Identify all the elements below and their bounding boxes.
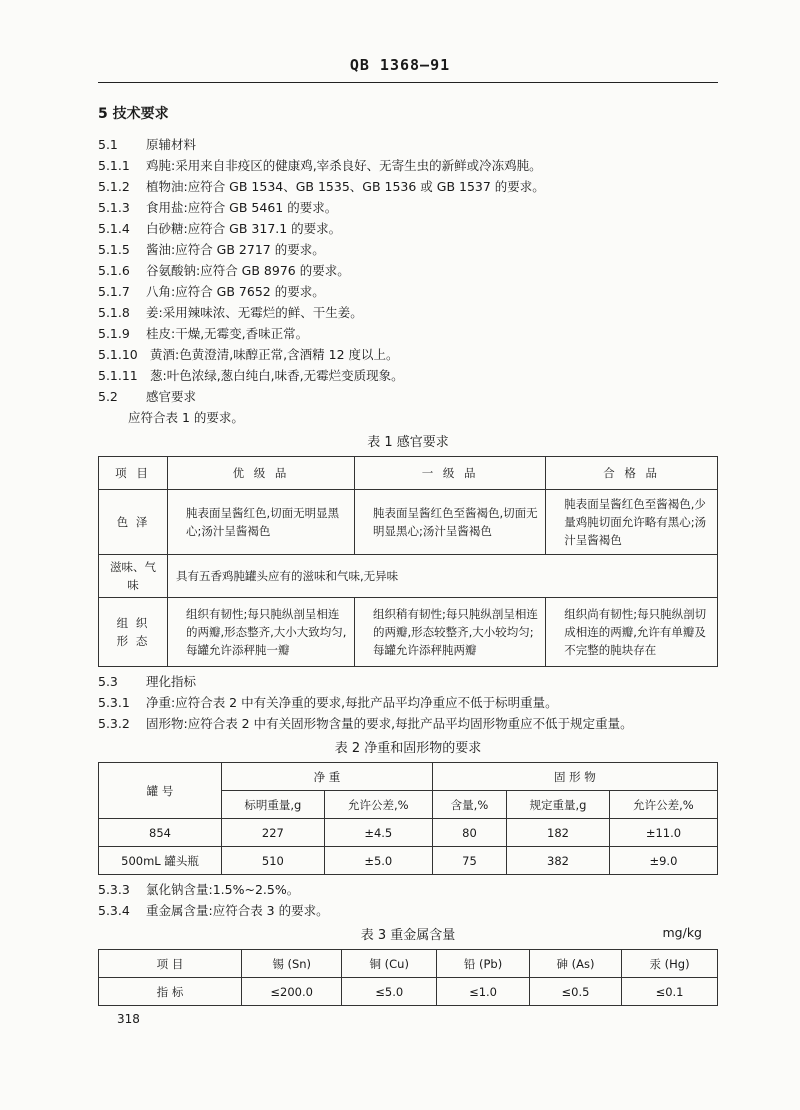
row-label-line: 形 态 bbox=[116, 634, 150, 648]
numbered-clause bbox=[98, 239, 718, 260]
numbered-clause bbox=[98, 879, 718, 900]
clause-number: 5.1.3 bbox=[98, 200, 130, 215]
table-header-cell: 固 形 物 bbox=[432, 763, 717, 791]
table-header-cell: 罐 号 bbox=[99, 763, 222, 819]
physchem-list bbox=[98, 692, 718, 734]
table-cell: 组织稍有韧性;每只肫纵剖呈相连的两瓣,形态较整齐,大小较均匀;每罐允许添秤肫两瓣 bbox=[354, 598, 545, 667]
table-header-cell: 铅 (Pb) bbox=[437, 950, 530, 978]
table-header-cell: 净 重 bbox=[222, 763, 433, 791]
numbered-clause bbox=[98, 176, 718, 197]
table-row bbox=[99, 555, 718, 598]
table-cell: 80 bbox=[432, 819, 506, 847]
table-cell: 510 bbox=[222, 847, 325, 875]
table-cell-merged: 具有五香鸡肫罐头应有的滋味和气味,无异味 bbox=[168, 555, 718, 598]
table-row bbox=[99, 490, 718, 555]
numbered-clause bbox=[98, 218, 718, 239]
table-cell: 227 bbox=[222, 819, 325, 847]
table-cell: 肫表面呈酱红色至酱褐色,少量鸡肫切面允许略有黑心;汤汁呈酱褐色 bbox=[546, 490, 718, 555]
table-header-cell: 标明重量,g bbox=[222, 791, 325, 819]
clause-number: 5.1.11 bbox=[98, 368, 138, 383]
clause-number: 5.3.2 bbox=[98, 716, 130, 731]
table-header-cell: 优 级 品 bbox=[168, 457, 355, 490]
clause-text: 食用盐:应符合 GB 5461 的要求。 bbox=[146, 200, 338, 215]
header-rule bbox=[98, 82, 718, 83]
table-cell: 75 bbox=[432, 847, 506, 875]
clause-number: 5.1.9 bbox=[98, 326, 130, 341]
row-label: 滋味、气味 bbox=[99, 555, 168, 598]
table-cell: ±9.0 bbox=[609, 847, 717, 875]
numbered-clause bbox=[98, 900, 718, 921]
table-cell: ≤0.1 bbox=[622, 978, 718, 1006]
table2-caption: 表 2 净重和固形物的要求 bbox=[334, 741, 482, 756]
clause-text: 净重:应符合表 2 中有关净重的要求,每批产品平均净重应不低于标明重量。 bbox=[146, 695, 558, 710]
numbered-clause bbox=[98, 260, 718, 281]
table-cell: ±4.5 bbox=[324, 819, 432, 847]
clause-text: 白砂糖:应符合 GB 317.1 的要求。 bbox=[146, 221, 342, 236]
section-5-2-heading bbox=[98, 386, 718, 407]
clause-text: 谷氨酸钠:应符合 GB 8976 的要求。 bbox=[146, 263, 350, 278]
clause-number: 5.1.6 bbox=[98, 263, 130, 278]
table-cell: 组织尚有韧性;每只肫纵剖切成相连的两瓣,允许有单瓣及不完整的肫块存在 bbox=[546, 598, 718, 667]
section-number: 5.1 bbox=[98, 137, 118, 152]
clause-text: 姜:采用辣味浓、无霉烂的鲜、干生姜。 bbox=[146, 305, 363, 320]
numbered-clause bbox=[98, 692, 718, 713]
page-number: 318 bbox=[117, 1012, 140, 1026]
table-row bbox=[99, 847, 718, 875]
clause-text: 固形物:应符合表 2 中有关固形物含量的要求,每批产品平均固形物重应不低于规定重量。 bbox=[146, 716, 633, 731]
clause-number: 5.1.4 bbox=[98, 221, 130, 236]
clause-text: 鸡肫:采用来自非疫区的健康鸡,宰杀良好、无寄生虫的新鲜或冷冻鸡肫。 bbox=[146, 158, 542, 173]
table-cell: ±11.0 bbox=[609, 819, 717, 847]
table-cell: 肫表面呈酱红色至酱褐色,切面无明显黑心;汤汁呈酱褐色 bbox=[354, 490, 545, 555]
table-cell: 854 bbox=[99, 819, 222, 847]
table3-heavy-metals bbox=[98, 949, 718, 1006]
table-header-cell: 一 级 品 bbox=[354, 457, 545, 490]
table-header-cell: 允许公差,% bbox=[324, 791, 432, 819]
clause-text: 八角:应符合 GB 7652 的要求。 bbox=[146, 284, 325, 299]
table2-net-weight bbox=[98, 762, 718, 875]
table3-caption-row bbox=[98, 925, 718, 947]
section-title: 感官要求 bbox=[146, 389, 197, 404]
table-header-row bbox=[99, 763, 718, 791]
table-header-cell: 铜 (Cu) bbox=[342, 950, 437, 978]
table-header-cell: 允许公差,% bbox=[609, 791, 717, 819]
document-body bbox=[98, 102, 718, 1006]
table-cell: 指 标 bbox=[99, 978, 242, 1006]
table1-caption: 表 1 感官要求 bbox=[367, 435, 449, 450]
more-list bbox=[98, 879, 718, 921]
numbered-clause bbox=[98, 302, 718, 323]
clause-number: 5.3.1 bbox=[98, 695, 130, 710]
table-header-cell: 项 目 bbox=[99, 457, 168, 490]
table-cell: ≤1.0 bbox=[437, 978, 530, 1006]
clause-number: 5.3.3 bbox=[98, 882, 130, 897]
table-header-cell: 合 格 品 bbox=[546, 457, 718, 490]
table-cell: 肫表面呈酱红色,切面无明显黑心;汤汁呈酱褐色 bbox=[168, 490, 355, 555]
clause-number: 5.1.5 bbox=[98, 242, 130, 257]
materials-list bbox=[98, 155, 718, 386]
table1-sensory bbox=[98, 456, 718, 667]
table-header-cell: 项 目 bbox=[99, 950, 242, 978]
section-5-2-body: 应符合表 1 的要求。 bbox=[128, 410, 244, 425]
table-header-cell: 砷 (As) bbox=[529, 950, 621, 978]
table-header-row bbox=[99, 457, 718, 490]
clause-text: 重金属含量:应符合表 3 的要求。 bbox=[146, 903, 329, 918]
numbered-clause bbox=[98, 344, 718, 365]
table-header-cell: 锡 (Sn) bbox=[242, 950, 342, 978]
numbered-clause bbox=[98, 713, 718, 734]
row-label-line: 组 织 bbox=[116, 616, 150, 630]
numbered-clause bbox=[98, 365, 718, 386]
section-number: 5.2 bbox=[98, 389, 118, 404]
row-label: 色 泽 bbox=[99, 490, 168, 555]
clause-number: 5.1.10 bbox=[98, 347, 138, 362]
table-row bbox=[99, 978, 718, 1006]
table-cell: ≤0.5 bbox=[529, 978, 621, 1006]
section-5-1-heading bbox=[98, 134, 718, 155]
clause-text: 桂皮:干燥,无霉变,香味正常。 bbox=[146, 326, 309, 341]
table-row bbox=[99, 598, 718, 667]
section-title: 理化指标 bbox=[146, 674, 197, 689]
row-label bbox=[99, 598, 168, 667]
clause-number: 5.1.7 bbox=[98, 284, 130, 299]
section-title: 原辅材料 bbox=[146, 137, 197, 152]
table-header-cell: 汞 (Hg) bbox=[622, 950, 718, 978]
table-cell: ≤5.0 bbox=[342, 978, 437, 1006]
section-number: 5.3 bbox=[98, 674, 118, 689]
clause-text: 葱:叶色浓绿,葱白纯白,味香,无霉烂变质现象。 bbox=[150, 368, 404, 383]
table-cell: ±5.0 bbox=[324, 847, 432, 875]
table-header-row bbox=[99, 950, 718, 978]
clause-number: 5.1.1 bbox=[98, 158, 130, 173]
clause-text: 氯化钠含量:1.5%~2.5%。 bbox=[146, 882, 300, 897]
table-cell: 182 bbox=[507, 819, 610, 847]
numbered-clause bbox=[98, 281, 718, 302]
clause-number: 5.1.8 bbox=[98, 305, 130, 320]
numbered-clause bbox=[98, 323, 718, 344]
table-cell: ≤200.0 bbox=[242, 978, 342, 1006]
clause-number: 5.1.2 bbox=[98, 179, 130, 194]
table3-unit: mg/kg bbox=[662, 925, 702, 940]
numbered-clause bbox=[98, 197, 718, 218]
clause-text: 酱油:应符合 GB 2717 的要求。 bbox=[146, 242, 325, 257]
section-5-title: 5 技术要求 bbox=[98, 106, 169, 122]
clause-text: 黄酒:色黄澄清,味醇正常,含酒精 12 度以上。 bbox=[150, 347, 399, 362]
clause-text: 植物油:应符合 GB 1534、GB 1535、GB 1536 或 GB 1537 的要求。 bbox=[146, 179, 545, 194]
page-header-code: QB 1368—91 bbox=[349, 56, 451, 74]
numbered-clause bbox=[98, 155, 718, 176]
table-row bbox=[99, 819, 718, 847]
table3-caption: 表 3 重金属含量 bbox=[360, 928, 456, 943]
table-header-cell: 含量,% bbox=[432, 791, 506, 819]
table-cell: 500mL 罐头瓶 bbox=[99, 847, 222, 875]
table-header-cell: 规定重量,g bbox=[507, 791, 610, 819]
section-5-3-heading bbox=[98, 671, 718, 692]
table-cell: 382 bbox=[507, 847, 610, 875]
table-cell: 组织有韧性;每只肫纵剖呈相连的两瓣,形态整齐,大小大致均匀,每罐允许添秤肫一瓣 bbox=[168, 598, 355, 667]
clause-number: 5.3.4 bbox=[98, 903, 130, 918]
